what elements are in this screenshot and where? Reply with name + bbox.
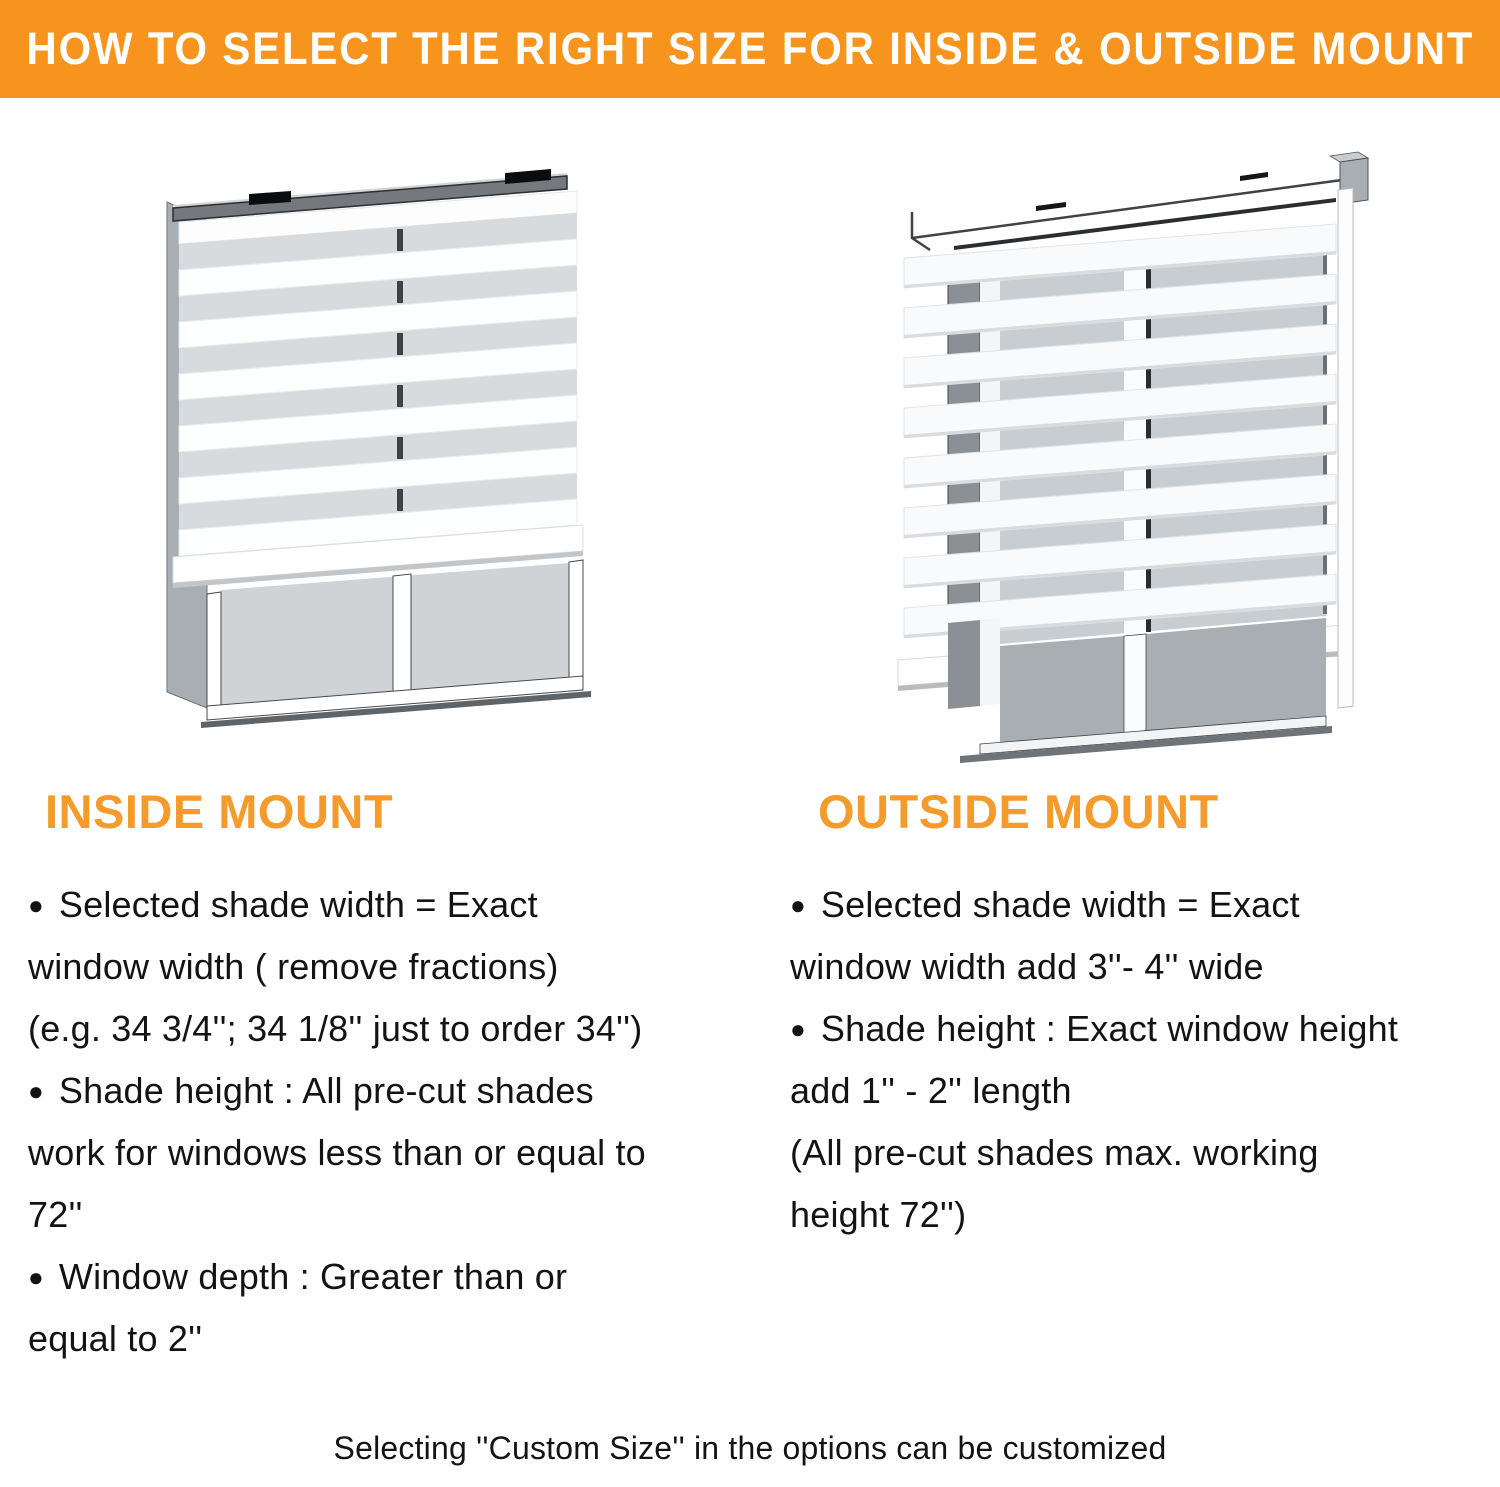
bullet-text: Shade height : All pre-cut shades	[58, 1070, 594, 1111]
bullet-text-continued: (e.g. 34 3/4''; 34 1/8'' just to order 34'')	[28, 1008, 643, 1049]
zebra-shade-bands	[179, 191, 577, 556]
bullet-text-continued: equal to 2''	[28, 1318, 203, 1359]
screw-mark-icon	[1240, 172, 1268, 181]
bullet-dot: ●	[790, 890, 806, 920]
header-banner	[0, 0, 1500, 98]
bullet-dot: ●	[28, 1262, 44, 1292]
bullet-text-continued: height 72'')	[790, 1194, 967, 1235]
page-title: HOW TO SELECT THE RIGHT SIZE FOR INSIDE & OUTSIDE MOUNT	[26, 23, 1474, 74]
outside-mount-text-column	[790, 874, 1500, 1246]
bullet-text-continued: window width add 3''- 4'' wide	[790, 946, 1264, 987]
bullet-line	[790, 874, 1500, 936]
bullet-text: Selected shade width = Exact	[820, 884, 1300, 925]
bullet-text: Window depth : Greater than or	[58, 1256, 568, 1297]
bullet-dot: ●	[28, 890, 44, 920]
bullet-line	[28, 874, 738, 936]
side-rail	[1338, 188, 1353, 708]
bullet-text-continued: 72''	[28, 1194, 83, 1235]
inside-mount-window-illustration	[163, 158, 603, 733]
bullet-text: Shade height : Exact window height	[820, 1008, 1399, 1049]
bullet-dot: ●	[790, 1014, 806, 1044]
bullet-text-continued: add 1'' - 2'' length	[790, 1070, 1072, 1111]
bullet-line	[28, 1246, 738, 1308]
footer-note: Selecting ''Custom Size'' in the options can be customized	[333, 1430, 1167, 1466]
bullet-text-continued: (All pre-cut shades max. working	[790, 1132, 1319, 1173]
window-lower-panes	[201, 560, 591, 728]
bullet-dot: ●	[28, 1076, 44, 1106]
bullet-text-continued: work for windows less than or equal to	[28, 1132, 646, 1173]
outside-mount-window-illustration	[890, 146, 1370, 764]
bullet-line	[790, 998, 1500, 1060]
bullet-text-continued: window width ( remove fractions)	[28, 946, 559, 987]
inside-mount-heading: INSIDE MOUNT	[45, 785, 394, 838]
bullet-line	[28, 1060, 738, 1122]
outside-mount-heading: OUTSIDE MOUNT	[818, 785, 1219, 838]
screw-mark-icon	[1036, 202, 1066, 211]
bullet-text: Selected shade width = Exact	[58, 884, 538, 925]
inside-mount-text-column	[28, 874, 738, 1370]
